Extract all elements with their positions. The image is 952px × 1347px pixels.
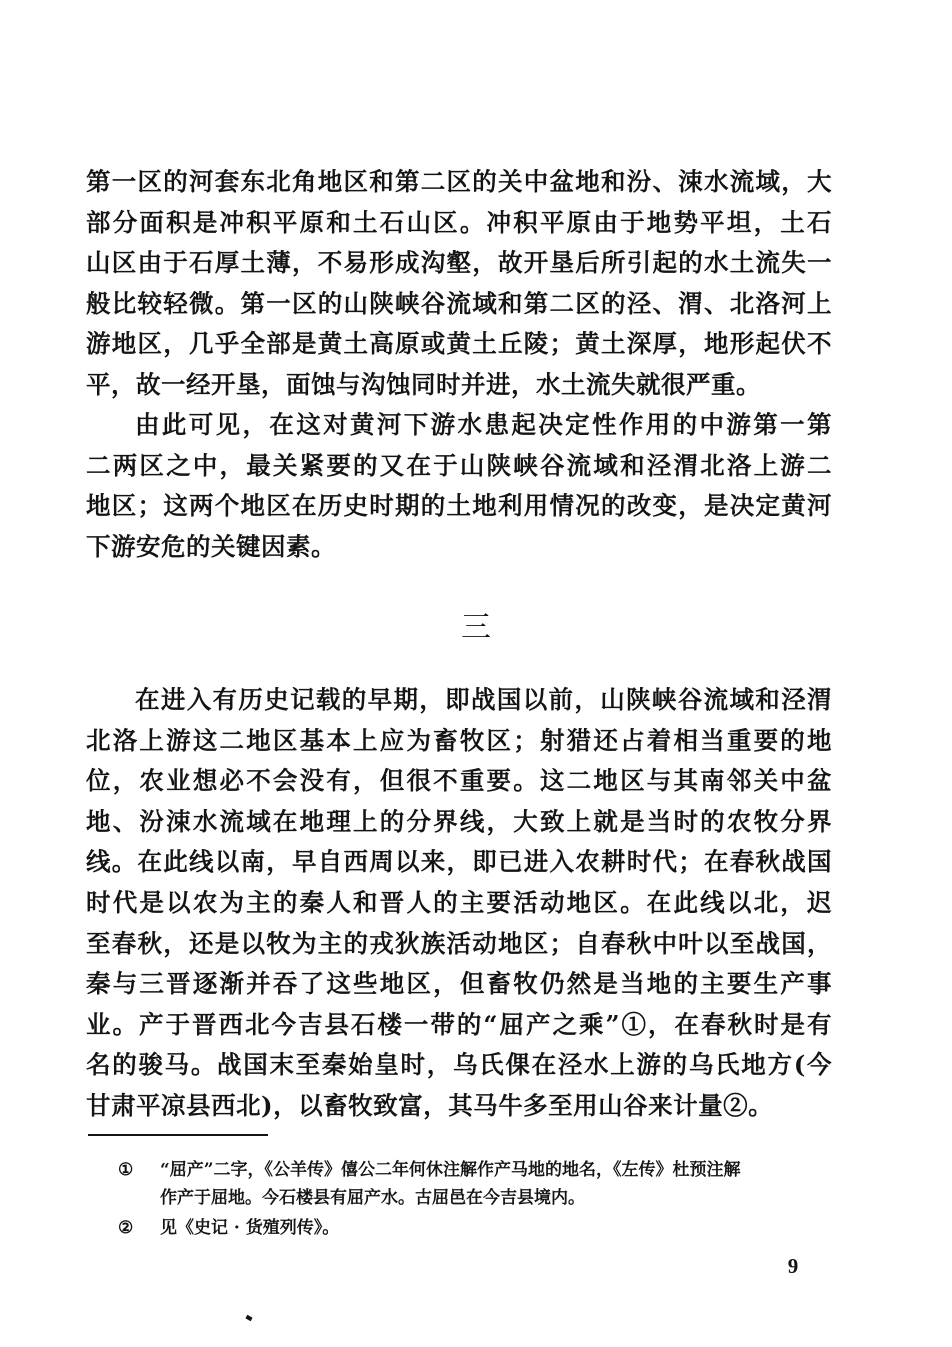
text-line: 游地区，几乎全部是黄土高原或黄土丘陵；黄土深厚，地形起伏不 [86, 329, 832, 359]
footnote-text: “屈产”二字，《公羊传》僖公二年何休注解作产马地的地名，《左传》杜预注解 [160, 1160, 741, 1180]
text-line: 般比较轻微。第一区的山陕峡谷流域和第二区的泾、渭、北洛河上 [86, 288, 832, 318]
text-line: 名的骏马。战国末至秦始皇时，乌氏倮在泾水上游的乌氏地方(今 [86, 1050, 832, 1080]
section-heading: 三 [461, 610, 491, 645]
footnote-marker: ② [118, 1218, 134, 1238]
paragraph-1 [86, 162, 832, 406]
text-line: 山区由于石厚土薄，不易形成沟壑，故开垦后所引起的水土流失一 [86, 248, 832, 278]
text-line: 位，农业想必不会没有，但很不重要。这二地区与其南邻关中盆 [86, 766, 832, 796]
text-line: 甘肃平凉县西北)，以畜牧致富，其马牛多至用山谷来计量②。 [86, 1090, 774, 1120]
text-line: 至春秋，还是以牧为主的戎狄族活动地区；自春秋中叶以至战国， [86, 928, 832, 958]
footnotes [118, 1156, 830, 1244]
footnote-marker: ① [118, 1160, 134, 1180]
footnote-text: 见《史记 · 货殖列传》。 [160, 1218, 340, 1238]
footnote-divider [88, 1134, 268, 1136]
text-line: 地区；这两个地区在历史时期的土地利用情况的改变，是决定黄河 [86, 491, 832, 521]
footnote-2 [118, 1214, 830, 1242]
footnote-text: 作产于屈地。今石楼县有屈产水。古屈邑在今吉县境内。 [160, 1188, 585, 1208]
text-line: 由此可见，在这对黄河下游水患起决定性作用的中游第一第 [135, 410, 832, 439]
text-line: 时代是以农为主的秦人和晋人的主要活动地区。在此线以北，迟 [86, 887, 832, 917]
print-speck [245, 1315, 252, 1321]
text-line: 秦与三晋逐渐并吞了这些地区，但畜牧仍然是当地的主要生产事 [86, 969, 832, 999]
paragraph-2 [86, 405, 832, 567]
paragraph-3 [86, 680, 832, 1127]
text-line: 二两区之中，最关紧要的又在于山陕峡谷流域和泾渭北洛上游二 [86, 450, 832, 480]
text-line: 业。产于晋西北今吉县石楼一带的“屈产之乘”①，在春秋时是有 [86, 1009, 832, 1039]
text-line: 平，故一经开垦，面蚀与沟蚀同时并进，水土流失就很严重。 [86, 369, 761, 399]
text-line: 北洛上游这二地区基本上应为畜牧区；射猎还占着相当重要的地 [86, 725, 832, 755]
page-number: 9 [787, 1254, 799, 1278]
text-line: 下游安危的关键因素。 [86, 531, 336, 561]
text-line: 在进入有历史记载的早期，即战国以前，山陕峡谷流域和泾渭 [135, 685, 832, 714]
text-line: 线。在此线以南，早自西周以来，即已进入农耕时代；在春秋战国 [86, 847, 832, 877]
footnote-1 [118, 1156, 830, 1212]
text-line: 部分面积是冲积平原和土石山区。冲积平原由于地势平坦，土石 [86, 207, 832, 237]
text-line: 地、汾涑水流域在地理上的分界线，大致上就是当时的农牧分界 [86, 806, 832, 836]
text-line: 第一区的河套东北角地区和第二区的关中盆地和汾、涑水流域，大 [86, 167, 832, 196]
